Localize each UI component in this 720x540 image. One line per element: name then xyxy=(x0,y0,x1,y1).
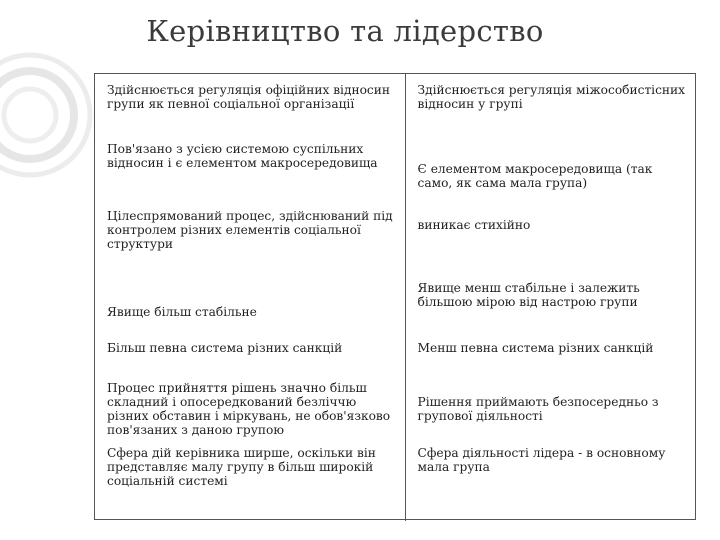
table-cell-leadership: виникає стихійно xyxy=(405,209,695,265)
table-cell-leadership: Є елементом макросередовища (так само, як сама мала група) xyxy=(405,142,695,209)
table-row xyxy=(95,142,695,209)
table-cell-leadership: Здійснюється регуляція міжособистісних відносин у групі xyxy=(405,74,695,142)
table-cell-leadership: Сфера діяльності лідера - в основному мала група xyxy=(405,446,695,521)
table-cell-management: Цілеспрямований процес, здійснюваний під контролем різних елементів соціальної структури xyxy=(107,209,393,251)
table-row xyxy=(95,446,695,521)
table-cell-leadership: Явище менш стабільне і залежить більшою мірою від настрою групи xyxy=(405,265,695,325)
table-row xyxy=(95,265,695,325)
table-row xyxy=(95,209,695,265)
table-cell-leadership: Менш певна система різних санкцій xyxy=(405,325,695,371)
table-row xyxy=(95,74,695,142)
comparison-table-grid xyxy=(95,74,695,521)
table-row xyxy=(95,325,695,371)
table-cell-management: Сфера дій керівника ширше, оскільки він представляє малу групу в більш широкій соціальній системі xyxy=(107,446,376,488)
table-cell-management: Здійснюється регуляція офіційних відносин групи як певної соціальної організації xyxy=(107,83,390,111)
table-cell-management: Процес прийняття рішень значно більш складний і опосередкований безліччю різних обставин і міркувань, не обов'язково пов'язаних з даною групою xyxy=(107,380,391,437)
table-cell-management: Явище більш стабільне xyxy=(107,305,257,319)
page-title-text: Керівництво та лідерство xyxy=(146,14,544,48)
page-title xyxy=(0,14,720,48)
table-row xyxy=(95,371,695,446)
decorative-circles xyxy=(0,45,100,185)
comparison-table xyxy=(94,73,696,520)
table-cell-management: Більш певна система різних санкцій xyxy=(107,341,343,355)
table-cell-leadership: Рішення приймають безпосередньо з групової діяльності xyxy=(405,371,695,446)
table-cell-management: Пов'язано з усією системою суспільних відносин і є елементом макросередовища xyxy=(107,142,378,170)
